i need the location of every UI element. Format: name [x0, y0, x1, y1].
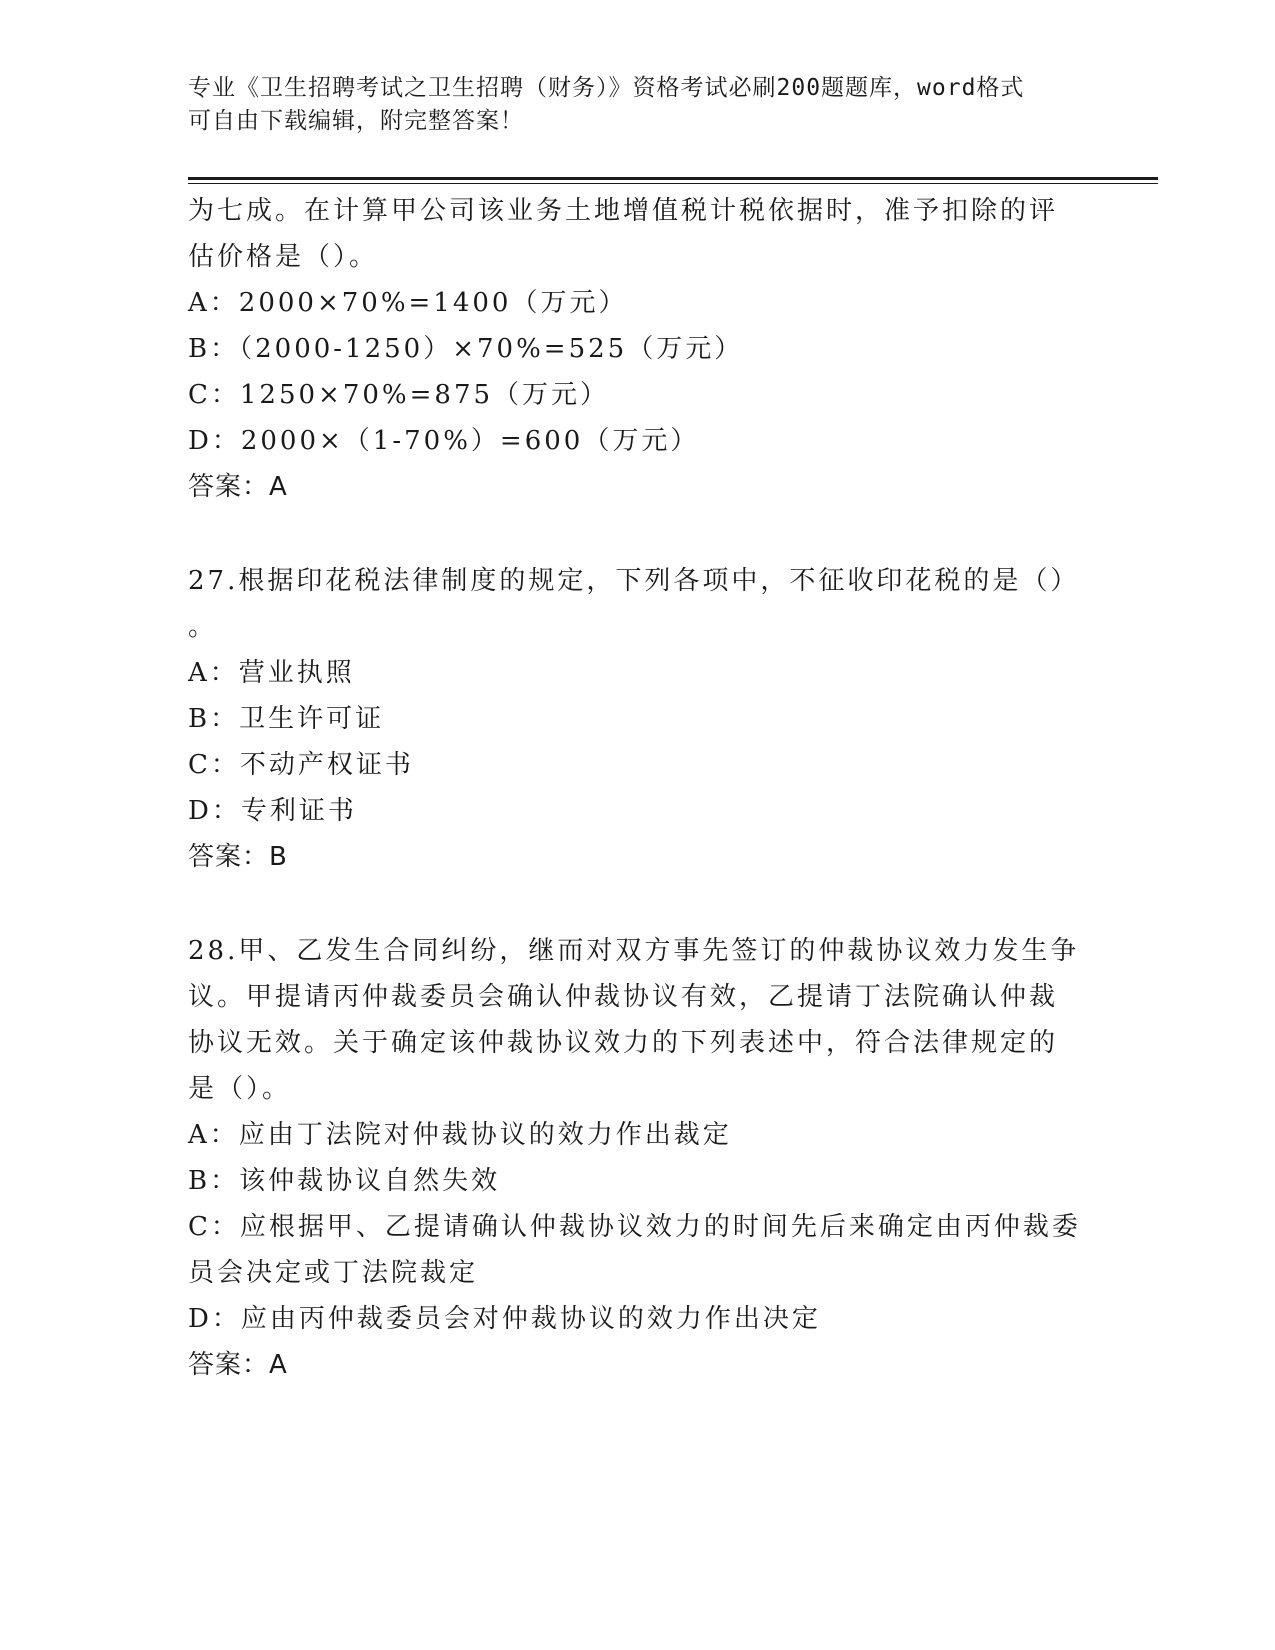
question-stem: 28.甲、乙发生合同纠纷，继而对双方事先签订的仲裁协议效力发生争 — [188, 936, 1080, 966]
option-a: A：应由丁法院对仲裁协议的效力作出裁定 — [188, 1120, 732, 1150]
question-list — [188, 188, 1088, 1388]
question-spacer — [188, 510, 1088, 558]
answer: 答案：A — [188, 1350, 288, 1380]
question-stem: 。 — [188, 612, 218, 642]
header-line-1: 专业《卫生招聘考试之卫生招聘（财务）》资格考试必刷200题题库，word格式 — [188, 75, 1025, 101]
option-b: B：（2000-1250）×70%=525（万元） — [188, 334, 744, 364]
question-spacer — [188, 880, 1088, 928]
option-a: A：营业执照 — [188, 658, 355, 688]
option-c: C：应根据甲、乙提请确认仲裁协议效力的时间先后来确定由丙仲裁委 — [188, 1212, 1081, 1242]
answer: 答案：A — [188, 472, 288, 502]
option-d: D：2000×（1-70%）=600（万元） — [188, 426, 700, 456]
option-b: B：该仲裁协议自然失效 — [188, 1166, 501, 1196]
option-d: D：专利证书 — [188, 796, 357, 826]
header-divider-thin — [188, 183, 1158, 184]
question-stem: 是（）。 — [188, 1074, 292, 1104]
question-26 — [188, 188, 1088, 510]
question-27 — [188, 558, 1088, 880]
question-stem: 协议无效。关于确定该仲裁协议效力的下列表述中，符合法律规定的 — [188, 1028, 1059, 1058]
question-stem: 估价格是（）。 — [188, 242, 379, 272]
question-stem: 为七成。在计算甲公司该业务土地增值税计税依据时，准予扣除的评 — [188, 196, 1059, 226]
option-c-continued: 员会决定或丁法院裁定 — [188, 1258, 479, 1288]
question-28 — [188, 928, 1088, 1388]
question-stem: 27.根据印花税法律制度的规定，下列各项中，不征收印花税的是（） — [188, 566, 1080, 596]
option-c: C：不动产权证书 — [188, 750, 414, 780]
document-header — [188, 72, 1088, 138]
header-divider-thick — [188, 177, 1158, 180]
question-stem: 议。甲提请丙仲裁委员会确认仲裁协议有效，乙提请丁法院确认仲裁 — [188, 982, 1059, 1012]
option-c: C：1250×70%=875（万元） — [188, 380, 610, 410]
header-line-2: 可自由下载编辑，附完整答案！ — [188, 108, 524, 134]
answer: 答案：B — [188, 842, 288, 872]
option-a: A：2000×70%=1400（万元） — [188, 288, 628, 318]
option-b: B：卫生许可证 — [188, 704, 385, 734]
option-d: D：应由丙仲裁委员会对仲裁协议的效力作出决定 — [188, 1304, 821, 1334]
